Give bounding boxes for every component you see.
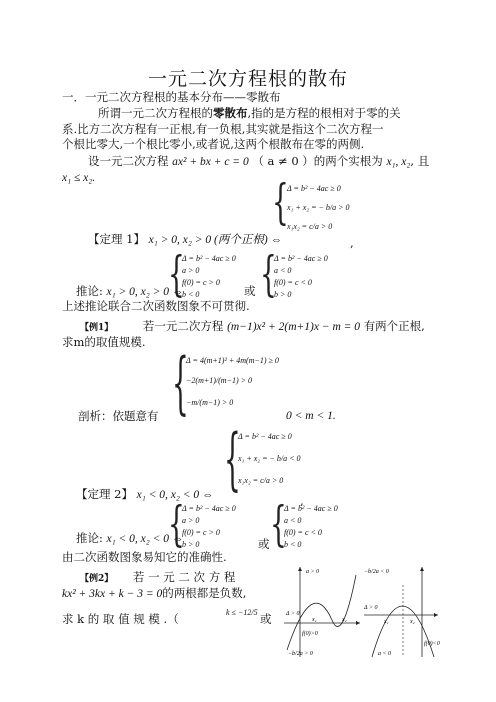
or-text: 或 xyxy=(244,284,256,298)
condition: Δ = 4(m+1)² + 4m(m−1) ≥ 0 xyxy=(186,356,279,365)
x-axis-arrow xyxy=(356,621,360,625)
graph-label: Δ > 0 xyxy=(364,605,378,611)
roots: x₁, x₂ xyxy=(386,156,411,168)
condition: x₁ < 0, x₂ < 0 ⇔ xyxy=(106,533,184,545)
condition: x₁ > 0, x₂ > 0 ⇔ xyxy=(106,286,184,298)
condition: x₁ > 0, x₂ > 0 (两个正根) ⇔ xyxy=(148,234,283,246)
condition: x₁x₂ = c/a > 0 xyxy=(238,476,284,485)
graph-label: −b/2a > 0 xyxy=(288,651,313,657)
text: 求 k 的 取 值 规 模 .（ xyxy=(62,612,179,626)
brace: { xyxy=(168,496,185,552)
condition: Δ = b² − 4ac ≥ 0 xyxy=(284,504,338,513)
graph-label: Δ > 0 xyxy=(286,611,300,617)
text: 所谓一元二次方程根的 xyxy=(98,106,213,120)
label: 推论: xyxy=(76,284,103,298)
brace: { xyxy=(224,420,241,499)
comma: , xyxy=(300,494,304,508)
example1-line2: 求m的取值规模. xyxy=(62,335,146,349)
condition: x₁ + x₂ = − b/a < 0 xyxy=(238,454,301,463)
text: 若一元二次方程 xyxy=(142,319,224,333)
solution-text: 剖析：依题意有 xyxy=(78,409,159,423)
text: , 且 xyxy=(410,154,430,168)
label: 【例1】 xyxy=(80,323,114,333)
example1-line xyxy=(80,319,425,336)
page-title: 一元二次方程根的散布 xyxy=(147,68,348,90)
section-heading: 一．一元二次方程根的基本分布——零散布 xyxy=(62,90,281,104)
text: 有两个正根, xyxy=(363,319,425,333)
condition: −m/(m−1) > 0 xyxy=(186,398,234,407)
condition: Δ = b² − 4ac ≥ 0 xyxy=(182,504,236,513)
y-axis-arrow xyxy=(298,567,302,571)
inference2-line xyxy=(76,531,183,547)
label: 【例2】 xyxy=(80,574,114,584)
condition: x₁ < 0, x₂ < 0 ⇔ xyxy=(136,489,214,501)
condition: b < 0 xyxy=(182,290,200,299)
text: 的两根都是负数, xyxy=(162,586,247,600)
graph-label: a < 0 xyxy=(378,651,392,657)
graph-label: x₁ xyxy=(384,619,389,625)
inference1-systemA xyxy=(182,254,236,300)
equation: ax² + bx + c = 0 xyxy=(172,156,249,168)
answer: 0 < m < 1. xyxy=(286,410,336,422)
example1-system xyxy=(186,356,279,408)
condition: f(0) = c < 0 xyxy=(274,278,312,287)
brace: { xyxy=(168,246,185,302)
text: （ a ≠ 0 ）的两个实根为 xyxy=(252,154,383,168)
x-axis-arrow xyxy=(434,613,438,617)
condition: Δ = b² − 4ac ≥ 0 xyxy=(274,254,328,263)
k-range: k ≤ −12/5 xyxy=(226,608,258,617)
graph-label: −b/2a < 0 xyxy=(364,569,389,575)
label: 【定理 1】 xyxy=(88,232,145,246)
inference2-systemA xyxy=(182,504,236,550)
graph-label: x₂ xyxy=(410,619,415,625)
label: 推论: xyxy=(76,531,103,545)
example2-line xyxy=(80,570,235,587)
paragraph-line: 系.比方二次方程有一正根,有一负根,其实就是指这个二次方程一 xyxy=(62,122,384,136)
condition: a > 0 xyxy=(182,266,200,275)
condition: Δ = b² − 4ac ≥ 0 xyxy=(287,184,341,193)
text: 设一元二次方程 xyxy=(88,154,169,168)
graph-label: x₂ xyxy=(342,617,347,623)
condition: Δ = b² − 4ac ≥ 0 xyxy=(238,432,292,441)
theorem2-system xyxy=(238,432,300,486)
condition: a < 0 xyxy=(284,516,302,525)
theorem1-system xyxy=(287,184,349,232)
equation: (m−1)x² + 2(m+1)x − m = 0 xyxy=(227,321,361,333)
inference1-line xyxy=(76,284,183,300)
condition: b > 0 xyxy=(182,540,200,549)
condition: −2(m+1)/(m−1) > 0 xyxy=(186,376,253,385)
graph-label: a > 0 xyxy=(306,569,320,575)
note: 由二次函数图象易知它的准确性. xyxy=(62,550,227,564)
parabola-graph-downward xyxy=(362,565,440,660)
condition: x₁x₂ = c/a > 0 xyxy=(287,222,333,231)
graph-label: f(0)>0 xyxy=(302,631,318,637)
example2-line2 xyxy=(62,586,246,602)
text: ,指的是方程的根相对于零的关 xyxy=(247,106,401,120)
condition: a < 0 xyxy=(274,266,292,275)
equation: kx² + 3kx + k − 3 = 0 xyxy=(62,588,163,600)
condition: b < 0 xyxy=(284,540,302,549)
condition: x₁ + x₂ = − b/a > 0 xyxy=(287,203,350,212)
or-text: 或 xyxy=(260,612,272,626)
condition: b > 0 xyxy=(274,290,292,299)
or-text: 或 xyxy=(258,537,270,551)
root-order: x₁ ≤ x₂. xyxy=(62,172,96,184)
condition: f(0) = c < 0 xyxy=(284,528,322,537)
condition: f(0) = c > 0 xyxy=(182,528,220,537)
note: 上述推论联合二次函数图象不可贯彻. xyxy=(62,299,250,313)
condition: a > 0 xyxy=(182,516,200,525)
setup-line xyxy=(88,154,429,170)
label: 【定理 2】 xyxy=(76,487,133,501)
condition: Δ = b² − 4ac ≥ 0 xyxy=(182,254,236,263)
example2-line3 xyxy=(62,612,179,627)
bold-term: 零散布 xyxy=(213,106,248,120)
paragraph-line: 个根比零大,一个根比零小,或者说,这两个根散布在零的两侧. xyxy=(62,137,365,151)
brace: { xyxy=(260,246,277,302)
graph-label: x₁ xyxy=(312,617,317,623)
comma: , xyxy=(350,236,354,250)
inference2-systemB xyxy=(284,504,338,550)
theorem2-line xyxy=(76,487,214,503)
parabola-graph-upward xyxy=(282,565,362,660)
graph-label: f(0)<0 xyxy=(424,641,440,647)
brace: { xyxy=(172,344,189,423)
condition: f(0) = c > 0 xyxy=(182,278,220,287)
brace: { xyxy=(270,496,287,552)
theorem1-line xyxy=(88,232,282,248)
brace: { xyxy=(272,174,289,230)
text: 若 一 元 二 次 方 程 xyxy=(132,570,236,584)
paragraph-line xyxy=(98,106,401,121)
y-axis-arrow xyxy=(420,567,424,571)
inference1-systemB xyxy=(274,254,328,300)
